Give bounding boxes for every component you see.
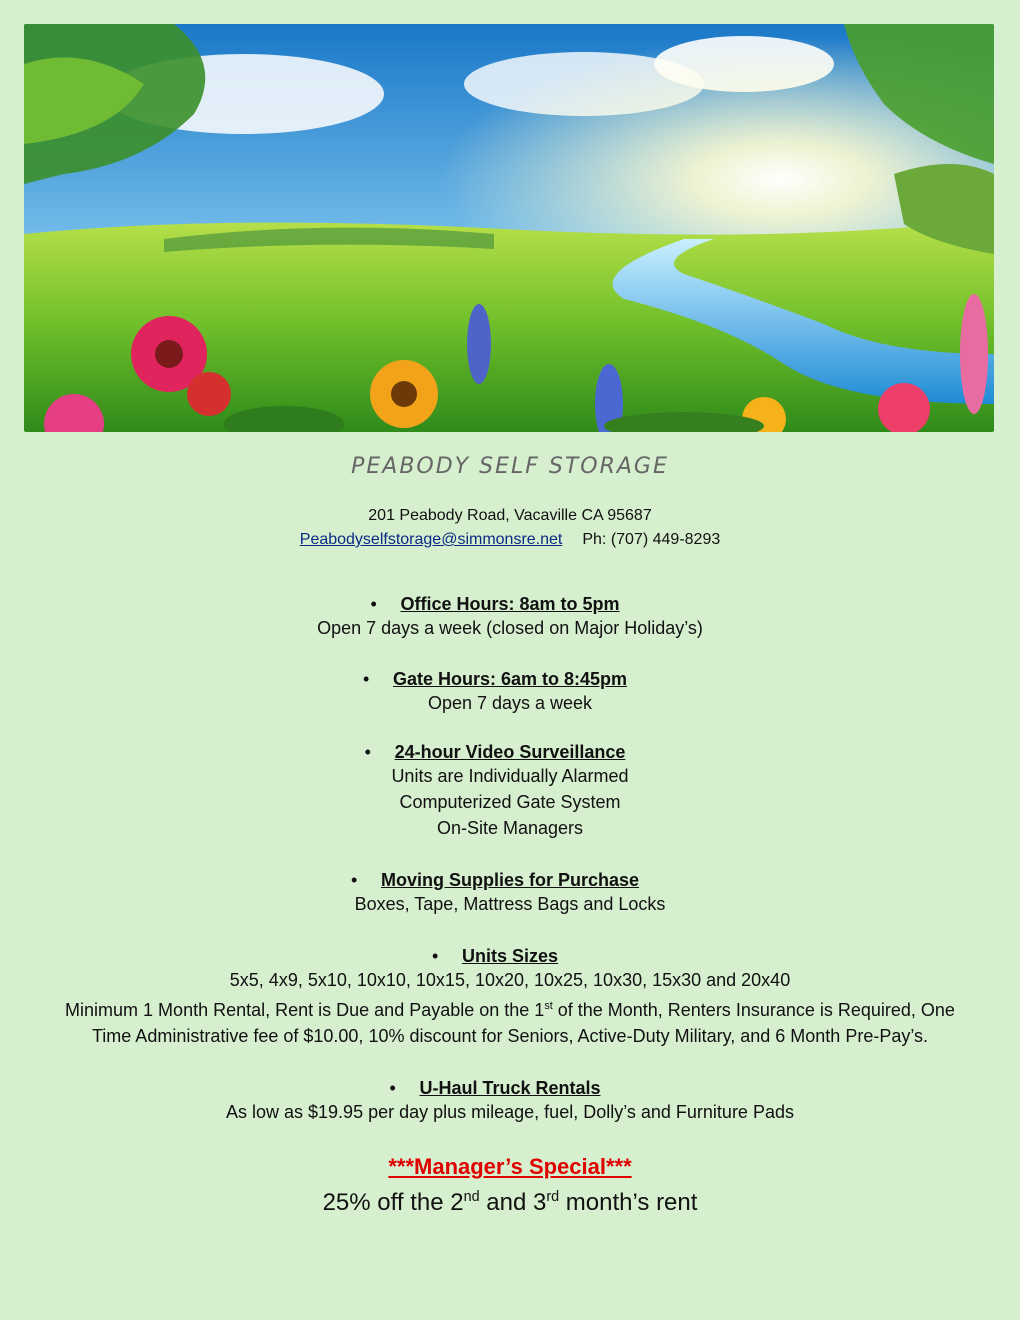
security-title: • 24-hour Video Surveillance	[364, 742, 626, 762]
email-link[interactable]: Peabodyselfstorage@simmonsre.net	[299, 531, 563, 548]
office-hours-section	[0, 593, 1020, 641]
unit-sizes: 5x5, 4x9, 5x10, 10x10, 10x15, 10x20, 10x25, 10x30, 15x30 and 20x40	[229, 970, 791, 990]
units-section	[0, 945, 1020, 1049]
phone-number: Ph: (707) 449-8293	[582, 531, 721, 548]
hero-image	[24, 24, 994, 432]
security-section	[0, 741, 1020, 841]
special-section	[0, 1153, 1020, 1219]
gate-hours-section	[0, 668, 1020, 716]
uhaul-title: • U-Haul Truck Rentals	[389, 1078, 601, 1098]
bullet-icon: •	[350, 870, 358, 890]
security-detail: Computerized Gate System	[399, 792, 621, 812]
business-name: PEABODY SELF STORAGE	[351, 454, 669, 479]
managers-special-title: ***Manager’s Special***	[388, 1154, 632, 1179]
bullet-icon: •	[431, 946, 439, 966]
flyer-content	[0, 448, 1020, 1219]
bullet-icon: •	[364, 742, 371, 762]
meadow-landscape-illustration	[24, 24, 994, 432]
address: 201 Peabody Road, Vacaville CA 95687	[368, 507, 652, 524]
office-hours-detail: Open 7 days a week (closed on Major Holiday’s)	[317, 618, 703, 638]
security-detail: Units are Individually Alarmed	[391, 766, 629, 786]
special-offer: 25% off the 2nd and 3rd month’s rent	[322, 1189, 698, 1216]
security-detail: On-Site Managers	[436, 818, 584, 838]
bullet-icon: •	[389, 1078, 396, 1098]
units-title: • Units Sizes	[431, 946, 559, 966]
rental-terms: Minimum 1 Month Rental, Rent is Due and Payable on the 1st of the Month, Renters Insurance is Required, One Time Administrative fee of $10.00, 10% discount for Seniors, Active-Duty Military, and 6 Month Pre-Pay’s.	[65, 1000, 955, 1046]
gate-hours-title: • Gate Hours: 6am to 8:45pm	[362, 669, 628, 689]
office-hours-title: • Office Hours: 8am to 5pm	[370, 594, 620, 614]
supplies-detail: Boxes, Tape, Mattress Bags and Locks	[354, 894, 666, 914]
supplies-title: • Moving Supplies for Purchase	[350, 870, 640, 890]
bullet-icon: •	[362, 669, 370, 689]
contact-line	[0, 528, 1020, 552]
bullet-icon: •	[370, 594, 377, 614]
uhaul-section	[0, 1077, 1020, 1125]
uhaul-detail: As low as $19.95 per day plus mileage, fuel, Dolly’s and Furniture Pads	[226, 1102, 794, 1122]
gate-hours-detail: Open 7 days a week	[427, 693, 593, 713]
supplies-section	[0, 869, 1020, 917]
